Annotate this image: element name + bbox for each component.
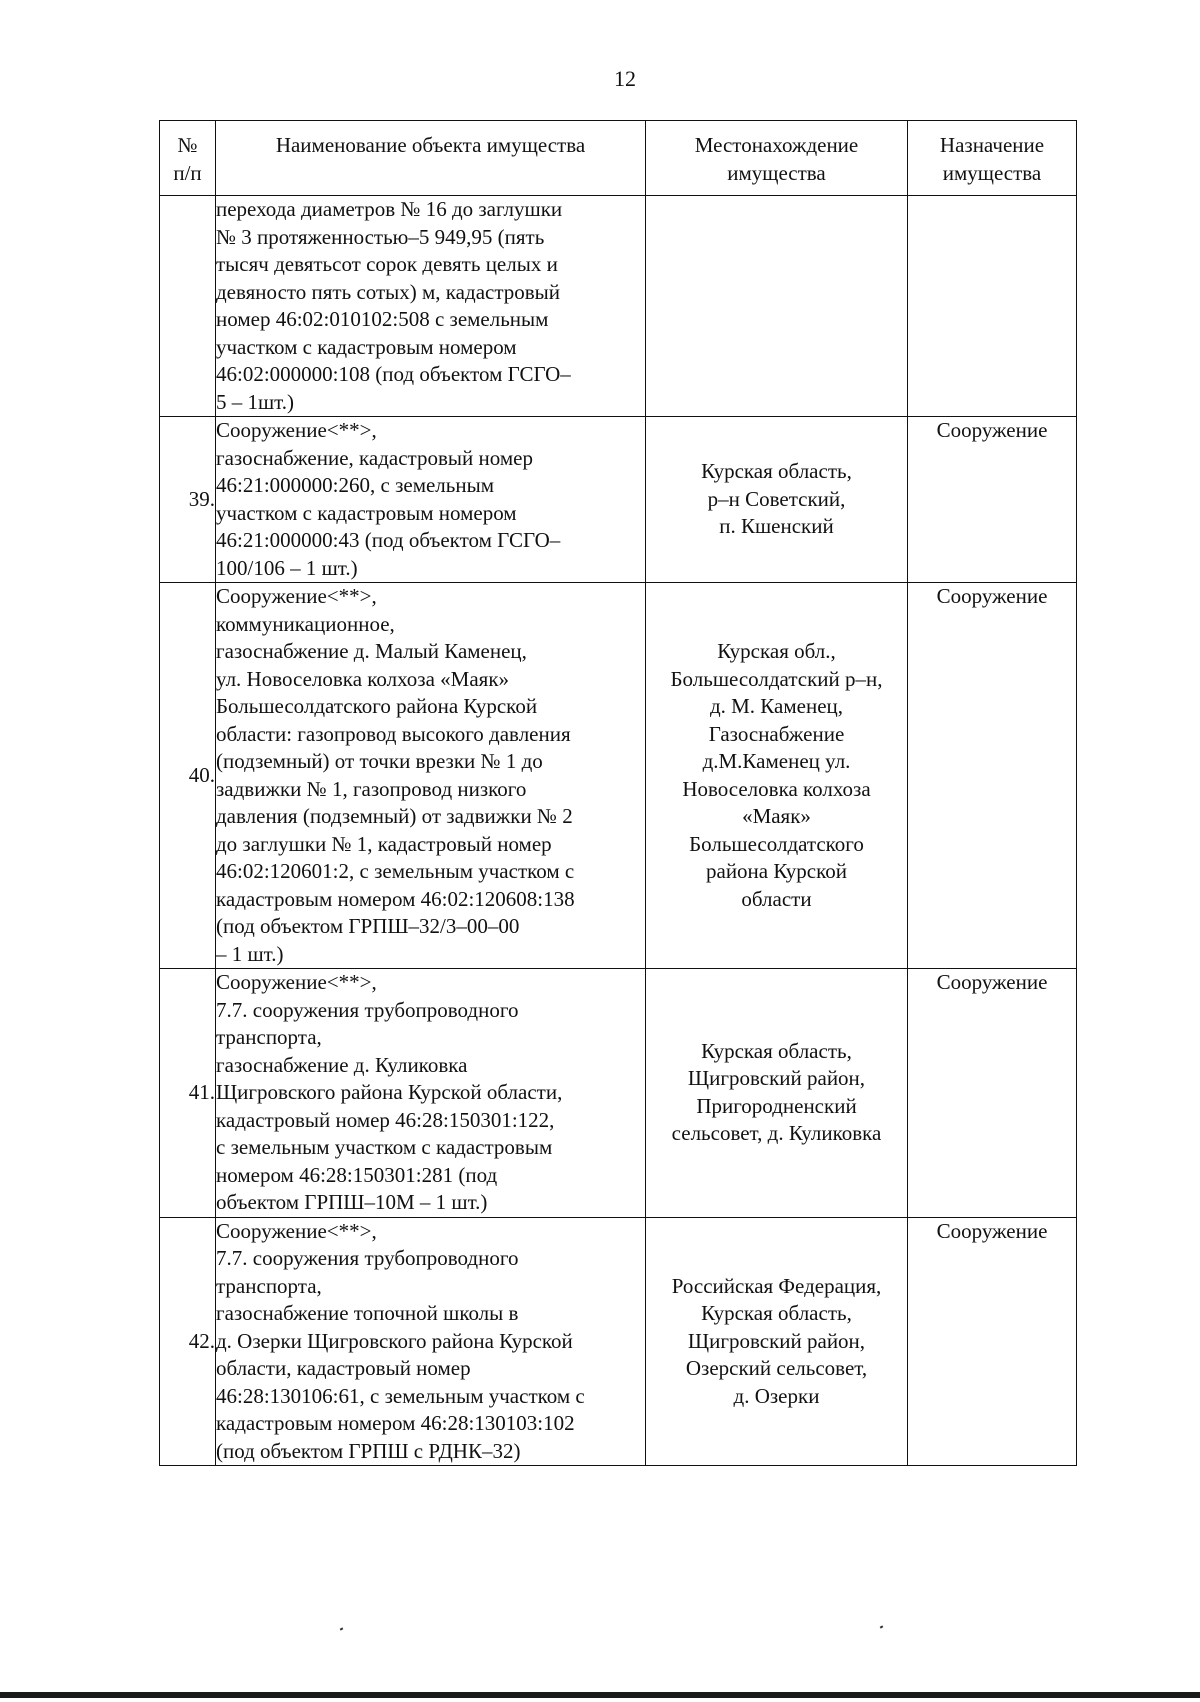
object-name-line: 46:02:000000:108 (под объектом ГСГО– (216, 362, 571, 386)
property-table (159, 120, 1077, 1466)
object-name-line: участком с кадастровым номером (216, 334, 517, 359)
object-name-line: газоснабжение топочной школы в (216, 1301, 519, 1325)
object-name-line: 7.7. сооружения трубопроводного (216, 997, 519, 1022)
location-line: Щигровский район, (687, 1066, 866, 1091)
object-name-cell (216, 969, 646, 1218)
purpose-cell (908, 196, 1077, 417)
object-name-line: – 1 шт.) (216, 941, 284, 966)
object-name-line: 7.7. сооружения трубопроводного (216, 1246, 519, 1270)
purpose-cell: Сооружение (908, 1217, 1077, 1466)
object-name-line: № 3 протяженностью–5 949,95 (пять (216, 224, 545, 249)
object-name-line: транспорта, (216, 1025, 322, 1049)
object-name-line: с земельным участком с кадастровым (216, 1135, 553, 1159)
row-number: 39. (160, 417, 216, 583)
location-cell (646, 417, 908, 583)
location-line: Курская обл., (717, 639, 836, 663)
object-name-line: газоснабжение, кадастровый номер (216, 445, 533, 470)
object-name-line: тысяч девятьсот сорок девять целых и (216, 252, 558, 276)
header-num-line1: № (177, 133, 198, 157)
header-purpose-line1: Назначение (939, 133, 1045, 157)
object-name-line: номер 46:02:010102:508 с земельным (216, 307, 549, 331)
object-name-line: ул. Новоселовка колхоза «Маяк» (216, 666, 510, 691)
table-row (160, 969, 1077, 1218)
location-line: «Маяк» (742, 804, 811, 828)
scan-speck (340, 1627, 344, 1630)
object-name-line: кадастровым номером 46:28:130103:102 (216, 1411, 575, 1435)
object-name-line: кадастровый номер 46:28:150301:122, (216, 1107, 555, 1132)
location-line: Курская область, (701, 1301, 852, 1325)
object-name-line: Щигровского района Курской области, (216, 1080, 563, 1104)
object-name-cell (216, 1217, 646, 1466)
object-name-line: Большесолдатского района Курской (216, 694, 538, 718)
location-line: Курская область, (701, 459, 852, 484)
object-name-line: задвижки № 1, газопровод низкого (216, 776, 527, 801)
object-name-line: номером 46:28:150301:281 (под (216, 1162, 498, 1187)
object-name-line: транспорта, (216, 1273, 322, 1298)
object-name-line: девяносто пять сотых) м, кадастровый (216, 279, 561, 304)
object-name-line: до заглушки № 1, кадастровый номер (216, 831, 552, 856)
row-number: 41. (160, 969, 216, 1218)
location-line: сельсовет, д. Куликовка (671, 1121, 882, 1146)
object-name-line: 5 – 1шт.) (216, 389, 295, 414)
object-name-line: перехода диаметров № 16 до заглушки (216, 197, 563, 221)
table-row (160, 417, 1077, 583)
object-name-line: кадастровым номером 46:02:120608:138 (216, 886, 575, 911)
row-number (160, 196, 216, 417)
page-number: 12 (614, 66, 636, 91)
object-name-line: (под объектом ГРПШ–32/3–00–00 (216, 914, 520, 938)
header-location (646, 121, 908, 196)
header-num-line2: п/п (173, 161, 202, 185)
header-location-line1: Местонахождение (694, 133, 859, 157)
object-name-line: объектом ГРПШ–10М – 1 шт.) (216, 1190, 488, 1214)
object-name-line: коммуникационное, (216, 611, 395, 636)
location-line: Курская область, (701, 1038, 852, 1063)
object-name-line: 46:28:130106:61, с земельным участком с (216, 1383, 585, 1408)
location-line: Озерский сельсовет, (685, 1356, 868, 1380)
object-name-cell (216, 417, 646, 583)
object-name-line: газоснабжение д. Малый Каменец, (216, 639, 527, 663)
location-line: д.М.Каменец ул. (702, 749, 851, 773)
location-cell (646, 1217, 908, 1466)
object-name-line: д. Озерки Щигровского района Курской (216, 1328, 573, 1353)
object-name-line: области, кадастровый номер (216, 1356, 471, 1380)
header-name-text: Наименование объекта имущества (275, 133, 586, 157)
location-line: Газоснабжение (708, 721, 845, 746)
location-cell (646, 583, 908, 969)
scan-edge-line (0, 1692, 1200, 1698)
header-purpose-line2: имущества (942, 161, 1042, 185)
location-line: д. М. Каменец, (709, 694, 844, 718)
location-line: Большесолдатский р–н, (670, 666, 883, 691)
location-line: д. Озерки (733, 1383, 820, 1408)
location-line: п. Кшенский (719, 514, 834, 539)
purpose-cell: Сооружение (908, 969, 1077, 1218)
row-number: 42. (160, 1217, 216, 1466)
object-name-line: Сооружение<**>, (216, 584, 377, 608)
purpose-cell: Сооружение (908, 417, 1077, 583)
object-name-cell (216, 196, 646, 417)
table-body (160, 196, 1077, 1466)
object-name-line: (подземный) от точки врезки № 1 до (216, 749, 543, 773)
location-line: области (741, 886, 812, 911)
table-row (160, 196, 1077, 417)
location-line: Пригородненский (696, 1093, 857, 1118)
table-row (160, 1217, 1077, 1466)
object-name-cell (216, 583, 646, 969)
object-name-line: участком с кадастровым номером (216, 500, 517, 525)
location-line: Российская Федерация, (671, 1273, 882, 1298)
location-cell (646, 969, 908, 1218)
object-name-line: 100/106 – 1 шт.) (216, 555, 358, 580)
object-name-line: Сооружение<**>, (216, 970, 377, 994)
object-name-line: давления (подземный) от задвижки № 2 (216, 804, 573, 828)
location-line: района Курской (706, 859, 847, 883)
header-location-line2: имущества (727, 161, 826, 185)
scan-speck (880, 1625, 884, 1628)
header-purpose (908, 121, 1077, 196)
location-line: Щигровский район, (687, 1328, 866, 1353)
table-row (160, 583, 1077, 969)
purpose-cell: Сооружение (908, 583, 1077, 969)
location-line: Новоселовка колхоза (682, 776, 871, 801)
location-line: р–н Советский, (707, 486, 846, 511)
location-cell (646, 196, 908, 417)
location-line: Большесолдатского (689, 831, 864, 856)
object-name-line: 46:21:000000:260, с земельным (216, 473, 494, 497)
table-header-row (160, 121, 1077, 196)
header-num (160, 121, 216, 196)
object-name-line: газоснабжение д. Куликовка (216, 1052, 468, 1077)
object-name-line: Сооружение<**>, (216, 1218, 377, 1243)
header-name (216, 121, 646, 196)
object-name-line: Сооружение<**>, (216, 418, 377, 442)
object-name-line: 46:21:000000:43 (под объектом ГСГО– (216, 528, 561, 552)
object-name-line: (под объектом ГРПШ с РДНК–32) (216, 1438, 521, 1463)
object-name-line: 46:02:120601:2, с земельным участком с (216, 859, 575, 883)
row-number: 40. (160, 583, 216, 969)
object-name-line: области: газопровод высокого давления (216, 721, 571, 746)
